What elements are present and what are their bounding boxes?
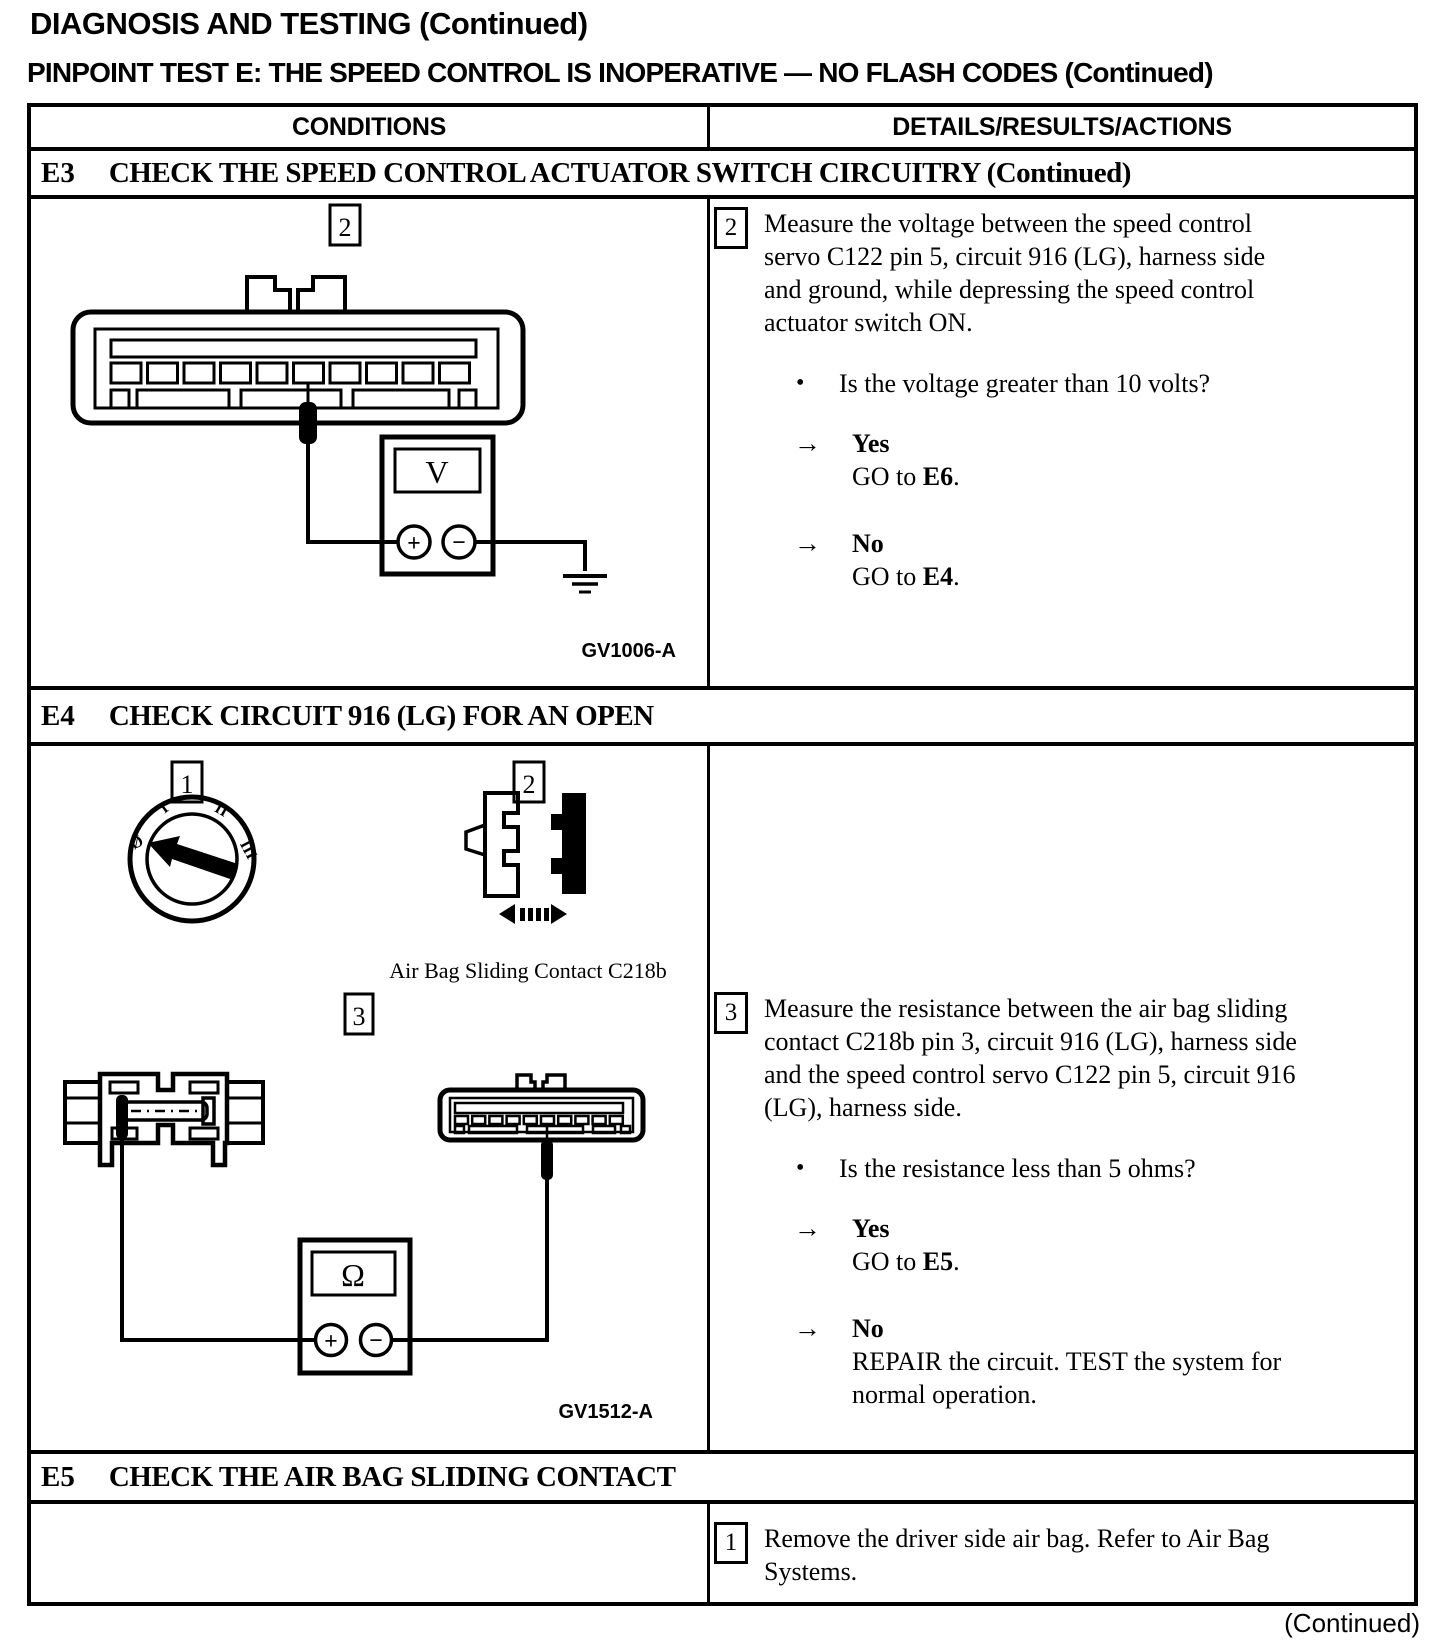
no-result (764, 527, 1412, 593)
yes-label: Yes (852, 1214, 890, 1243)
step-line: Systems. (764, 1557, 858, 1586)
callout-3-box (345, 994, 373, 1034)
connector-pin-row (455, 1116, 623, 1124)
result-arrow-icon: → (794, 428, 819, 458)
e5-content-row (31, 1504, 1414, 1602)
no-action-line: REPAIR the circuit. TEST the system for (852, 1347, 1282, 1376)
key-position-arrow-icon (148, 836, 238, 880)
step-line: Remove the driver side air bag. Refer to Air Bag (764, 1524, 1270, 1553)
ground-symbol (563, 576, 607, 592)
conditions-column-header: CONDITIONS (31, 107, 710, 147)
question-text: Is the resistance less than 5 ohms? (839, 1154, 1196, 1183)
step-line: and the speed control servo C122 pin 5, circuit 916 (764, 1060, 1296, 1089)
band-id-e5: E5 (41, 1460, 75, 1493)
band-title-e3: CHECK THE SPEED CONTROL ACTUATOR SWITCH CIRCUITRY (Continued) (108, 156, 1131, 189)
no-result (764, 1312, 1412, 1411)
details-column-header: DETAILS/RESULTS/ACTIONS (892, 112, 1232, 141)
ohmmeter (300, 1240, 410, 1373)
bullet-icon: • (796, 370, 805, 396)
result-arrow-icon: → (794, 528, 819, 558)
step-number-box: 2 (714, 207, 748, 249)
voltmeter (382, 437, 493, 574)
callout-3-label: 3 (352, 1002, 366, 1031)
result-arrow-icon: → (794, 1313, 819, 1343)
e3-conditions-cell (31, 199, 710, 686)
step-line: Measure the resistance between the air bag sliding (764, 994, 1288, 1023)
test-probe (299, 402, 317, 444)
e3-step-2 (714, 207, 1412, 593)
pinpoint-test-table (27, 103, 1418, 1606)
e3-details-cell (710, 199, 1414, 686)
sliding-contact-connector-diagram (65, 1074, 263, 1165)
step-line: and ground, while depressing the speed control (764, 275, 1255, 304)
step-line: actuator switch ON. (764, 308, 973, 337)
no-label: No (852, 529, 884, 558)
question-text: Is the voltage greater than 10 volts? (839, 369, 1211, 398)
continued-footer: (Continued) (1284, 1608, 1420, 1638)
ignition-run-ii-label: II (211, 799, 231, 821)
callout-1-label: 1 (180, 770, 194, 799)
question-row (764, 367, 1412, 400)
step-line: (LG), harness side. (764, 1093, 962, 1122)
e4-step-3 (714, 992, 1412, 1411)
table-header-row (31, 107, 1414, 151)
step-line: Measure the voltage between the speed control (764, 209, 1253, 238)
connector-lower-slots (111, 390, 476, 408)
band-title-e5: CHECK THE AIR BAG SLIDING CONTACT (108, 1460, 676, 1493)
callout-2-box (330, 205, 360, 245)
e5-step-1 (714, 1522, 1412, 1588)
minus-terminal-label: − (369, 1328, 383, 1354)
test-step-band-e5 (31, 1454, 1414, 1504)
plus-terminal-label: + (407, 531, 421, 557)
no-label: No (852, 1314, 884, 1343)
ohmmeter-omega-label: Ω (341, 1257, 365, 1293)
voltmeter-v-label: V (425, 454, 449, 490)
servo-connector-diagram (440, 1075, 643, 1180)
band-id-e3: E3 (41, 156, 75, 189)
plus-terminal-label: + (324, 1329, 338, 1355)
slide-direction-arrows-icon (499, 904, 567, 924)
step-number-box: 1 (714, 1522, 748, 1564)
test-probe (116, 1095, 128, 1139)
e5-details-cell (710, 1504, 1414, 1602)
e4-details-cell (710, 746, 1414, 1450)
e4-conditions-cell (31, 746, 710, 1450)
e4-content-row (31, 746, 1414, 1454)
airbag-sliding-contact-icon (389, 793, 666, 983)
callout-2-label: 2 (338, 213, 352, 242)
band-title-e4: CHECK CIRCUIT 916 (LG) FOR AN OPEN (108, 699, 654, 732)
connector-lower-slots (455, 1126, 630, 1133)
step-line: contact C218b pin 3, circuit 916 (LG), harness side (764, 1027, 1297, 1056)
left-probe-wire (122, 1138, 315, 1340)
callout-2-label: 2 (522, 770, 536, 799)
e3-content-row (31, 199, 1414, 690)
test-step-band-e3 (31, 151, 1414, 199)
page-title: DIAGNOSIS AND TESTING (Continued) (30, 6, 588, 41)
e5-conditions-cell (31, 1504, 710, 1602)
step-line: servo C122 pin 5, circuit 916 (LG), harness side (764, 242, 1266, 271)
yes-result (764, 1212, 1412, 1278)
ignition-run-i-label: I (156, 799, 172, 818)
bullet-icon: • (796, 1155, 805, 1181)
ignition-run-iii-label: III (236, 837, 260, 863)
right-probe-wire (393, 1178, 547, 1340)
no-action: GO to E4. (852, 562, 960, 591)
test-probe (541, 1140, 553, 1180)
yes-label: Yes (852, 429, 890, 458)
figure-id-label: GV1512-A (558, 1401, 653, 1423)
contact-caption: Air Bag Sliding Contact C218b (389, 958, 667, 983)
servo-connector-diagram (73, 277, 523, 444)
step-number-box: 3 (714, 992, 748, 1034)
connector-pin-row (111, 363, 470, 383)
e3-diagram (31, 199, 707, 686)
yes-action: GO to E6. (852, 462, 960, 491)
band-id-e4: E4 (41, 699, 75, 732)
figure-id-label: GV1006-A (581, 640, 676, 662)
test-step-band-e4 (31, 690, 1414, 746)
yes-result (764, 427, 1412, 493)
result-arrow-icon: → (794, 1213, 819, 1243)
pinpoint-test-title: PINPOINT TEST E: THE SPEED CONTROL IS INOPERATIVE — NO FLASH CODES (Continued) (27, 57, 1213, 88)
ignition-switch-diagram (127, 797, 259, 921)
yes-action: GO to E5. (852, 1247, 960, 1276)
minus-terminal-label: − (452, 530, 466, 556)
question-row (764, 1152, 1412, 1185)
ignition-off-label: Ø (127, 832, 147, 854)
no-action-line: normal operation. (852, 1380, 1037, 1409)
e4-diagram (31, 746, 707, 1450)
